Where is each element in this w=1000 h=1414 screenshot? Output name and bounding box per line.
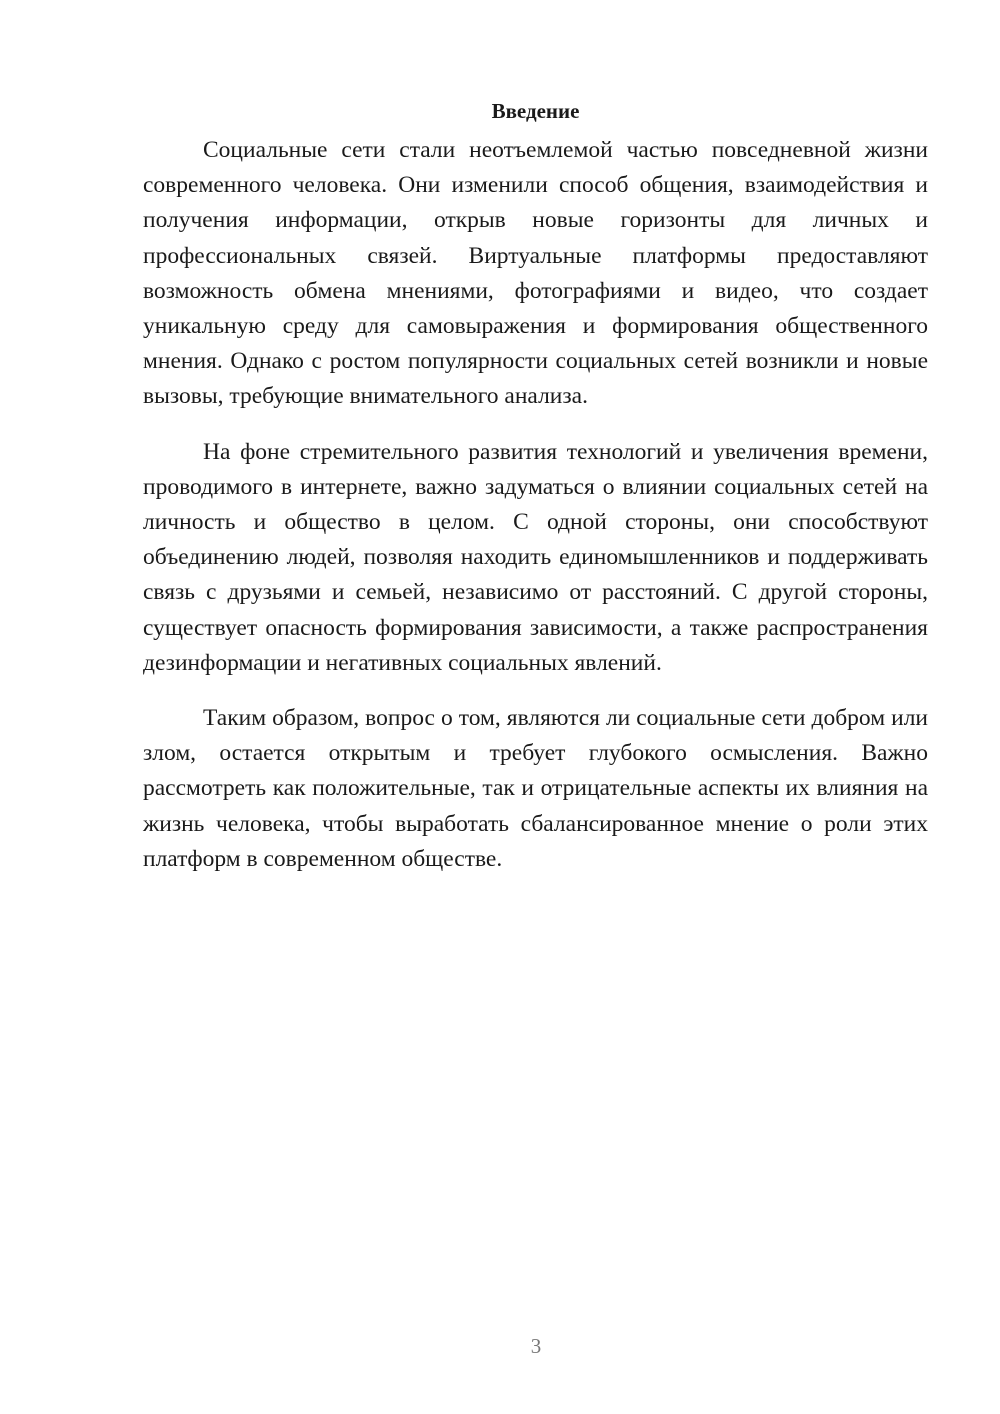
page-content: [143, 96, 928, 897]
section-heading: Введение: [491, 99, 580, 123]
paragraph-2: На фоне стремительного развития технологий и увеличения времени, проводимого в интернете, важно задуматься о влиянии социальных сетей на личность и общество в целом. С одной стороны, они способствуют объединению людей, позволяя находить единомышленников и поддерживать связь с друзьями и семьей, независимо от расстояний. С другой стороны, существует опасность формирования зависимости, а также распространения дезинформации и негативных социальных явлений.: [143, 438, 928, 676]
paragraph-3: Таким образом, вопрос о том, являются ли социальные сети добром или злом, остается открытым и требует глубокого осмысления. Важно рассмотреть как положительные, так и отрицательные аспекты их влияния на жизнь человека, чтобы выработать сбалансированное мнение о роли этих платформ в современном обществе.: [143, 705, 928, 872]
paragraph-1: Социальные сети стали неотъемлемой частью повседневной жизни современного человека. Они изменили способ общения, взаимодействия и получения информации, открыв новые горизонты для личных и профессиональных связей. Виртуальные платформы предоставляют возможность обмена мнениями, фотографиями и видео, что создает уникальную среду для самовыражения и формирования общественного мнения. Однако с ростом популярности социальных сетей возникли и новые вызовы, требующие внимательного анализа.: [143, 137, 928, 410]
page-number: 3: [530, 1334, 542, 1358]
